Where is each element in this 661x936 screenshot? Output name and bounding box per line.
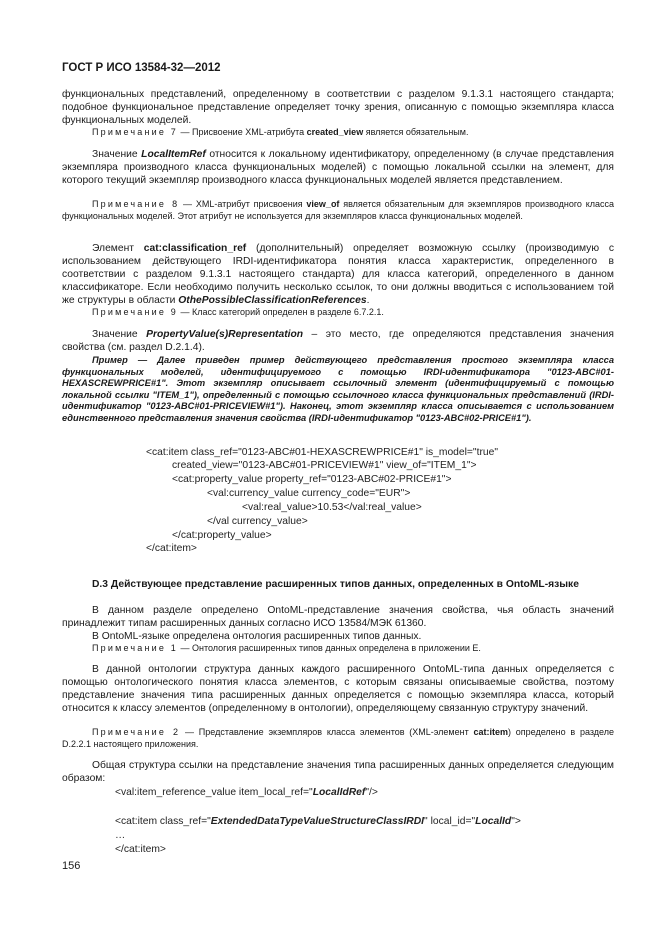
paragraph: [62, 328, 614, 354]
text: относится к локальному идентификатору, определенному (в случае представления экземпляра производного класса функциональных моделей) с помощью локальной ссылки на элемент, для которого текущий экземпляр производного класса функциональных моделей является представлением.: [62, 149, 614, 186]
note-text: — Присвоение XML-атрибута: [178, 127, 307, 137]
code-line: <val:currency_value currency_code="EUR">: [207, 488, 411, 499]
code-text: "/>: [365, 787, 378, 798]
note-label: Примечание 8: [92, 199, 180, 209]
section-title: Действующее представление расширенных типов данных, определенных в OntoML-языке: [110, 579, 579, 590]
term: OthePossibleClassificationReferences: [178, 295, 367, 306]
note-term: created_view: [306, 127, 364, 137]
note-text: — XML-атрибут присвоения: [179, 199, 307, 209]
note-term: view_of: [306, 199, 340, 209]
code-line: </cat:item>: [146, 543, 197, 554]
note-text: — Онтология расширенных типов данных определена в приложении Е.: [178, 643, 481, 653]
text: Значение: [92, 329, 147, 340]
code-line: …: [115, 830, 126, 841]
page-number: 156: [62, 860, 81, 872]
note-label: Примечание 2: [92, 727, 181, 737]
code-line: <cat:property_value property_ref="0123-ABC#02-PRICE#1">: [172, 474, 452, 485]
note-text: является обязательным для экземпляров производного класса функциональных моделей. Этот атрибут не используется для экземпляров класса функциональных моделей.: [62, 199, 615, 221]
code-line: created_view="0123-ABC#01-PRICEVIEW#1" view_of="ITEM_1">: [172, 460, 477, 471]
term: LocalItemRef: [141, 149, 206, 160]
text: Элемент: [92, 243, 144, 254]
code-line: </cat:property_value>: [172, 530, 272, 541]
code-text: ">: [511, 816, 521, 827]
paragraph: [62, 242, 614, 307]
code-term: LocalIdRef: [312, 787, 366, 798]
text: Значение: [92, 149, 142, 160]
paragraph: В данной онтологии структура данных каждого расширенного OntoML-типа данных определяется с помощью онтологического понятия класса элементов, с которым связаны описываемые свойства, поэтому представление значения типа расширенных данных определяется с помощью экземпляра класса, который относится к классу элементов (определенному в онтологии), определяющему связанную структуру значений.: [62, 664, 614, 714]
note-label: Примечание 1: [92, 643, 178, 653]
example: Пример — Далее приведен пример действующего представления простого экземпляра класса функциональных моделей, идентифицируемого с помощью IRDI-идентификатора "0123-ABC#01-HEXASCREWPRICE#1". Этот экземпляр описывает ссылочный элемент (идентифицируемый с помощью локальной ссылки "ITEM_1"), определенный с помощью ссылочного класса функциональных представлений (IRDI-идентификатор "0123-ABC#01-PRICEVIEW#1"). Наконец, этот экземпляр класса описывается с использованием единственного представления значения свойства (IRDI-идентификатор "0123-ABC#02-PRICE#1").: [62, 355, 614, 423]
code-text: " local_id=": [424, 816, 476, 827]
note-term: cat:item: [473, 727, 508, 737]
note-2: [62, 727, 614, 751]
note-8: [62, 199, 614, 223]
code-line: [115, 786, 378, 799]
paragraph: Общая структура ссылки на представление значения типа расширенных данных определяется следующим образом:: [62, 760, 614, 784]
code-line: <val:real_value>10.53</val:real_value>: [242, 502, 422, 513]
text: – это место, где определяются представления значения свойства (см. раздел D.2.1.4).: [62, 329, 614, 353]
note-text: ) определено в разделе D.2.2.1 настоящего приложения.: [62, 727, 614, 749]
section-heading: [62, 578, 614, 591]
code-line: [115, 815, 521, 828]
paragraph: функциональных представлений, определенному в соответствии с разделом 9.1.3.1 настоящего стандарта; подобное функциональное представление определяет точку зрения, описанную с помощью экземпляра класса функциональных моделей.: [62, 89, 614, 126]
code-line: <cat:item class_ref="0123-ABC#01-HEXASCREWPRICE#1" is_model="true": [146, 447, 498, 458]
note-text: — Класс категорий определен в разделе 6.7.2.1.: [178, 307, 384, 317]
paragraph: В данном разделе определено OntoML-представление значения свойства, чья область значений принадлежит типам расширенных данных согласно ИСО 13584/МЭК 61360.: [62, 605, 614, 629]
note-label: Примечание 7: [92, 127, 178, 137]
note-text: — Представление экземпляров класса элементов (XML-элемент: [180, 727, 474, 737]
text: .: [366, 295, 370, 306]
code-term: ExtendedDataTypeValueStructureClassIRDI: [210, 816, 425, 827]
code-term: LocalId: [475, 816, 512, 827]
note-label: Примечание 9: [92, 307, 178, 317]
section-number: D.3: [92, 579, 109, 590]
code-line: </cat:item>: [115, 844, 166, 855]
document-header: ГОСТ Р ИСО 13584-32—2012: [62, 62, 221, 74]
note-9: [62, 307, 614, 319]
term: PropertyValue(s)Representation: [146, 329, 304, 340]
note-7: [62, 127, 614, 139]
paragraph: [62, 148, 614, 187]
note-text: является обязательным.: [363, 127, 469, 137]
paragraph: В OntoML-языке определена онтология расширенных типов данных.: [92, 631, 422, 642]
code-line: </val currency_value>: [207, 516, 308, 527]
code-text: <val:item_reference_value item_local_ref=": [115, 787, 313, 798]
term: cat:classification_ref: [143, 243, 247, 254]
note-1: [62, 643, 614, 655]
code-text: <cat:item class_ref=": [115, 816, 211, 827]
text: (дополнительный) определяет возможную ссылку (производимую с использованием действующего IRDI-идентификатора понятия класса характеристик, определенного в соответствии с разделом 9.1.3.1 настоящего стандарта) для класса категорий, определенного в данном классификаторе. Если необходимо получить несколько ссылок, то они должны вводиться с использованием той же структуры в области: [62, 243, 614, 306]
